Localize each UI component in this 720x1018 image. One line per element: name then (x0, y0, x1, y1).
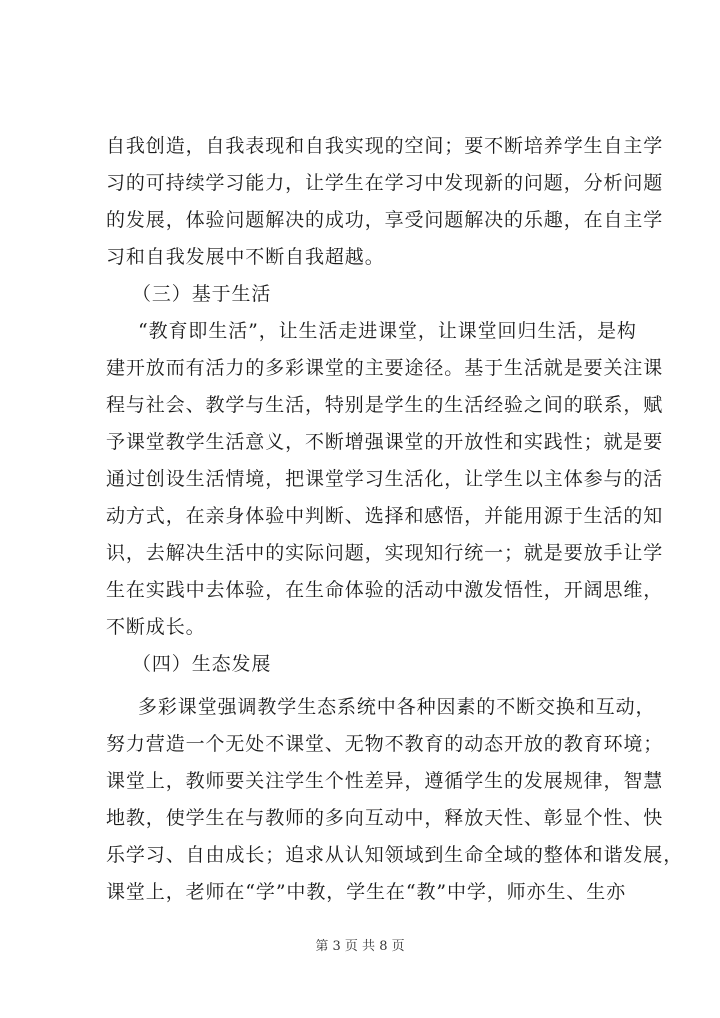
paragraph-line: 的发展，体验问题解决的成功，享受问题解决的乐趣，在自主学 (106, 209, 664, 231)
paragraph-line: 自我创造，自我表现和自我实现的空间；要不断培养学生自主学 (106, 135, 664, 157)
paragraph-line: 程与社会、教学与生活，特别是学生的生活经验之间的联系，赋 (106, 394, 664, 416)
paragraph-line: 生在实践中去体验，在生命体验的活动中激发悟性，开阔思维， (106, 579, 664, 601)
section-heading: （三）基于生活 (132, 283, 272, 305)
paragraph-line: 课堂上，教师要关注学生个性差异，遵循学生的发展规律，智慧 (106, 770, 664, 792)
paragraph-line: 多彩课堂强调教学生态系统中各种因素的不断交换和互动， (138, 696, 656, 718)
paragraph-line: “教育即生活”，让生活走进课堂，让课堂回归生活，是构 (138, 320, 637, 342)
paragraph-line: 习的可持续学习能力，让学生在学习中发现新的问题，分析问题 (106, 172, 664, 194)
section-heading: （四）生态发展 (132, 653, 272, 675)
paragraph-line: 动方式，在亲身体验中判断、选择和感悟，并能用源于生活的知 (106, 505, 664, 527)
paragraph-line: 建开放而有活力的多彩课堂的主要途径。基于生活就是要关注课 (106, 357, 664, 379)
page-number-footer: 第 3 页 共 8 页 (315, 939, 405, 954)
paragraph-line: 识，去解决生活中的实际问题，实现知行统一；就是要放手让学 (106, 542, 664, 564)
paragraph-line: 通过创设生活情境，把课堂学习生活化，让学生以主体参与的活 (106, 468, 664, 490)
paragraph-line: 不断成长。 (106, 616, 206, 638)
paragraph-line: 地教，使学生在与教师的多向互动中，释放天性、彰显个性、快 (106, 807, 664, 829)
paragraph-line: 努力营造一个无处不课堂、无物不教育的动态开放的教育环境； (106, 733, 664, 755)
paragraph-line: 予课堂教学生活意义，不断增强课堂的开放性和实践性；就是要 (106, 431, 664, 453)
paragraph-line: 课堂上，老师在“学”中教，学生在“教”中学，师亦生、生亦 (106, 881, 627, 903)
paragraph-line: 习和自我发展中不断自我超越。 (106, 246, 385, 268)
paragraph-line: 乐学习、自由成长；追求从认知领域到生命全域的整体和谐发展， (106, 844, 684, 866)
